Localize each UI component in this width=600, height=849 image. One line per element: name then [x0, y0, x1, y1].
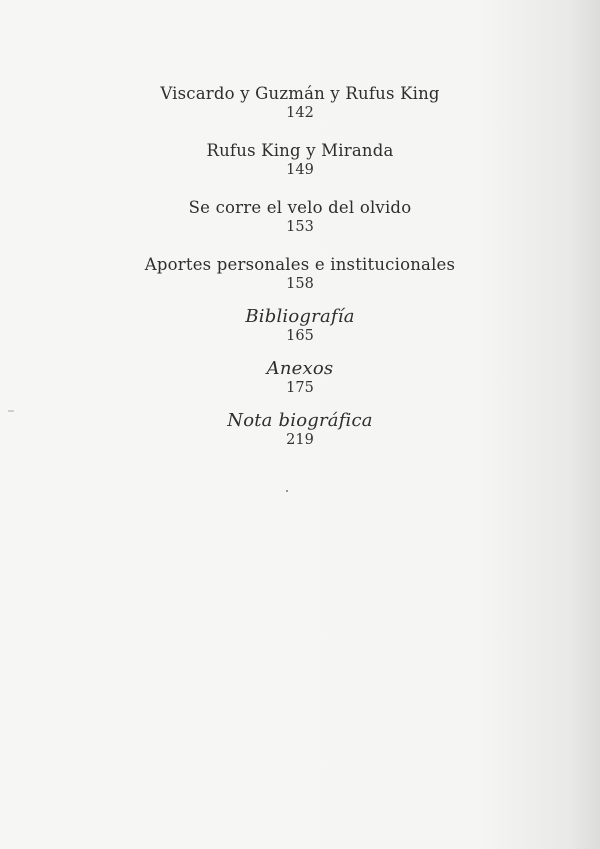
table-of-contents: [0, 84, 600, 450]
scan-speck: [286, 490, 288, 492]
toc-entry-page: 142: [286, 105, 314, 121]
scan-edge-mark: [8, 410, 14, 412]
toc-entry: [0, 141, 600, 180]
toc-entry-title: Bibliografía: [245, 306, 355, 327]
toc-entry-title: Viscardo y Guzmán y Rufus King: [160, 84, 440, 103]
toc-entry-page: 175: [286, 380, 314, 396]
toc-entry-title: Anexos: [266, 358, 334, 379]
toc-entry: [0, 411, 600, 450]
toc-entry: [0, 307, 600, 346]
toc-entry-page: 219: [286, 432, 314, 448]
toc-entry-page: 149: [286, 162, 314, 178]
toc-entry: [0, 359, 600, 398]
toc-entry: [0, 255, 600, 294]
toc-entry-page: 165: [286, 328, 314, 344]
toc-entry-title: Aportes personales e institucionales: [144, 255, 456, 274]
toc-entry: [0, 198, 600, 237]
toc-entry-title: Se corre el velo del olvido: [188, 198, 412, 217]
toc-entry-title: Rufus King y Miranda: [206, 141, 394, 160]
toc-entry: [0, 84, 600, 123]
toc-entry-title: Nota biográfica: [227, 410, 373, 431]
toc-entry-page: 158: [286, 276, 314, 292]
toc-entry-page: 153: [286, 219, 314, 235]
